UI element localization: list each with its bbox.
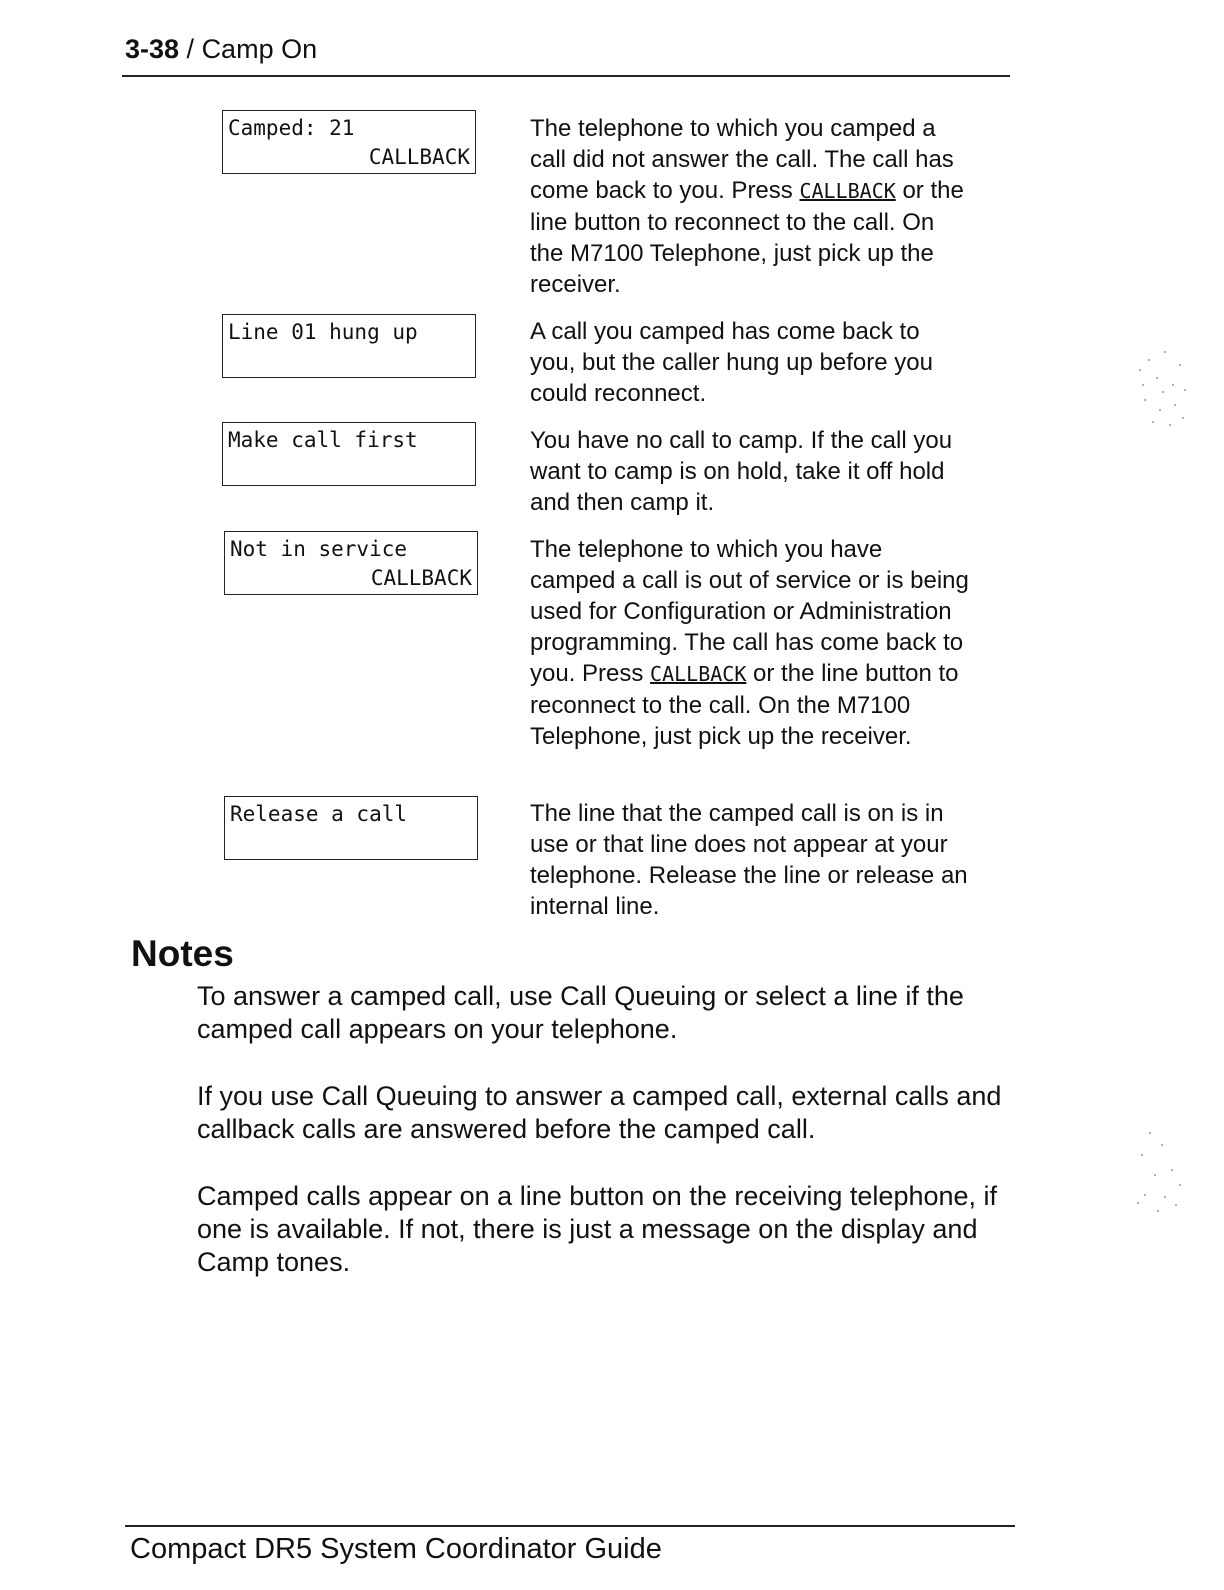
notes-paragraph: If you use Call Queuing to answer a camped call, external calls and callback calls are answered before the camped call. <box>197 1081 1002 1144</box>
display-line-1: Camped: 21 <box>228 116 355 140</box>
message-description <box>530 316 970 409</box>
display-line-1: Not in service <box>230 537 408 561</box>
lcd-display <box>222 422 476 486</box>
header-divider <box>122 75 1010 77</box>
message-description <box>530 113 970 300</box>
page-header <box>125 34 317 65</box>
lcd-display <box>224 531 478 595</box>
description-text: or the line button to reconnect to the call. On the M7100 Telephone, just pick up the receiver. <box>530 177 964 298</box>
footer-divider <box>125 1525 1015 1527</box>
scan-speckle <box>1135 330 1195 440</box>
description-text: The telephone to which you camped a call did not answer the call. The call has come back to you. Press <box>530 115 954 204</box>
description-text: You have no call to camp. If the call you want to camp is on hold, take it off hold and then camp it. <box>530 427 953 516</box>
lcd-display <box>222 110 476 174</box>
notes-heading: Notes <box>131 933 234 974</box>
notes-paragraph: Camped calls appear on a line button on the receiving telephone, if one is available. If not, there is just a message on the display and Camp tones. <box>197 1181 998 1277</box>
display-line-1: Make call first <box>228 428 418 452</box>
callback-key-label: CALLBACK <box>799 179 896 203</box>
display-line-2: CALLBACK <box>368 145 470 169</box>
description-text: or the line button to reconnect to the call. On the M7100 Telephone, just pick up the receiver. <box>530 660 959 750</box>
callback-key-label: CALLBACK <box>650 662 747 686</box>
display-line-1: Release a call <box>230 802 408 826</box>
description-text: A call you camped has come back to you, but the caller hung up before you could reconnect. <box>530 318 933 407</box>
notes-paragraph: To answer a camped call, use Call Queuing or select a line if the camped call appears on your telephone. <box>197 981 964 1044</box>
notes-body <box>197 980 1017 1313</box>
message-description <box>530 534 970 752</box>
lcd-display <box>222 314 476 378</box>
message-description <box>530 425 970 518</box>
lcd-display <box>224 796 478 860</box>
description-text: The line that the camped call is on is in use or that line does not appear at your telephone. Release the line or release an internal line. <box>530 800 968 920</box>
display-line-2: CALLBACK <box>370 566 472 590</box>
message-description <box>530 798 970 922</box>
header-separator: / <box>179 34 202 64</box>
display-line-1: Line 01 hung up <box>228 320 418 344</box>
description-text: The telephone to which you have camped a call is out of service or is being used for Configuration or Administration programming. The call has come back to you. Press <box>530 536 969 687</box>
page-number: 3-38 <box>125 34 180 64</box>
footer-title: Compact DR5 System Coordinator Guide <box>130 1533 662 1565</box>
section-title: Camp On <box>201 34 318 64</box>
scan-speckle <box>1130 1125 1190 1235</box>
